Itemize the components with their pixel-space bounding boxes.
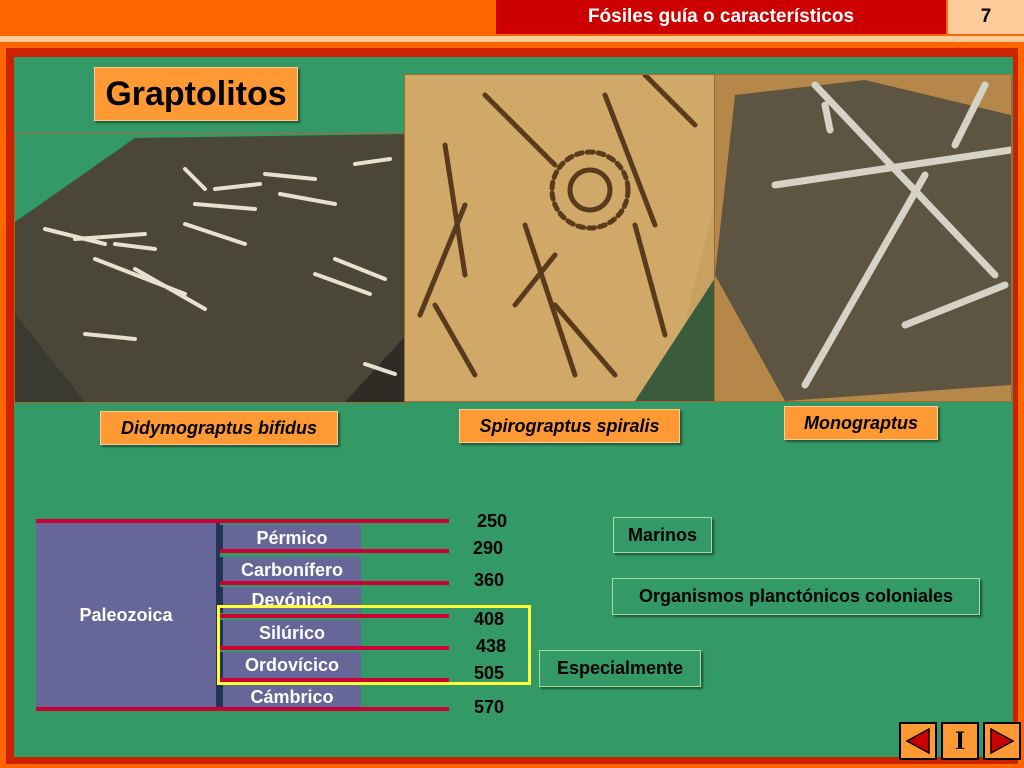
age-label: 408 (474, 609, 505, 629)
age-label: 360 (474, 570, 505, 590)
feature-marinos: Marinos (613, 517, 712, 553)
boundary-line (220, 549, 449, 553)
feature-organismos: Organismos planctónicos coloniales (612, 578, 980, 615)
boundary-line (220, 581, 449, 585)
caption-didymograptus: Didymograptus bifidus (100, 411, 338, 445)
triangle-right-icon (987, 726, 1017, 756)
page-number: 7 (948, 0, 1024, 34)
feature-especialmente: Especialmente (539, 650, 701, 687)
age-label: 250 (477, 511, 508, 531)
period-devonico: Devónico (220, 587, 361, 613)
age-label: 290 (473, 538, 504, 558)
fossil-photo-spirograptus (404, 74, 718, 402)
fossil-photo-didymograptus (14, 133, 408, 403)
age-label: 505 (474, 663, 505, 683)
age-label: 438 (476, 636, 507, 656)
period-carbonifero: Carbonífero (220, 557, 361, 583)
boundary-line (36, 519, 449, 523)
period-permico: Pérmico (220, 525, 361, 551)
boundary-line (36, 707, 449, 711)
fossil-photo-monograptus (714, 74, 1012, 402)
period-ordovicico: Ordovícico (220, 652, 361, 678)
period-cambrico: Cámbrico (220, 684, 361, 710)
top-strip (0, 36, 1024, 42)
caption-spirograptus: Spirograptus spiralis (459, 409, 680, 443)
triangle-left-icon (903, 726, 933, 756)
slide-heading: Graptolitos (94, 67, 298, 121)
index-button[interactable]: I (941, 722, 979, 760)
next-slide-button[interactable] (983, 722, 1021, 760)
period-silurico: Silúrico (220, 620, 361, 646)
slide-section-title: Fósiles guía o característicos (496, 0, 946, 34)
caption-monograptus: Monograptus (784, 406, 938, 440)
age-label: 570 (474, 697, 505, 717)
era-paleozoica: Paleozoica (36, 522, 220, 708)
prev-slide-button[interactable] (899, 722, 937, 760)
